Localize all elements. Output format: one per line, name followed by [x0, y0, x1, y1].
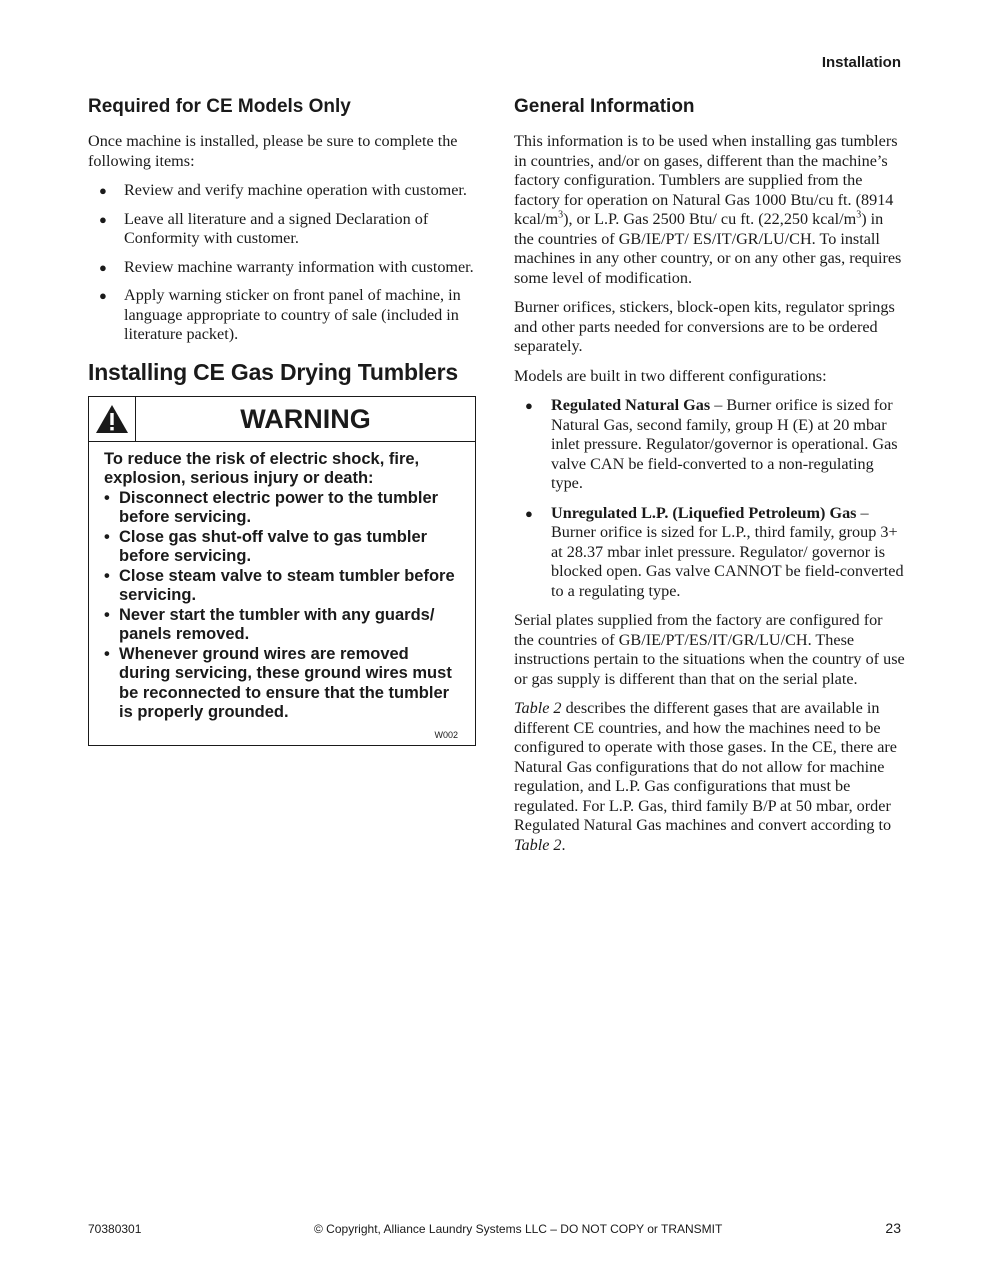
- list-item: ● Regulated Natural Gas – Burner orifice is sized for Natural Gas, second family, group H (E) at 20 mbar inlet pressure. Regulator/governor is operational. Gas valve CAN be field-converted to a non-regulating type.: [525, 396, 898, 492]
- warning-intro: To reduce the risk of electric shock, fire, explosion, serious injury or death:: [104, 449, 420, 487]
- warning-item: • Disconnect electric power to the tumbler before servicing.: [104, 488, 439, 526]
- configurations-list: [514, 396, 906, 601]
- warning-body: [89, 442, 475, 729]
- section-title: Installing CE Gas Drying Tumblers: [88, 358, 458, 385]
- warning-triangle-icon: [95, 404, 129, 434]
- bullet-icon: ●: [99, 211, 107, 227]
- list-item: ● Leave all literature and a signed Declaration of Conformity with customer.: [99, 209, 429, 247]
- bullet-icon: •: [104, 644, 110, 663]
- bullet-icon: ●: [99, 183, 107, 198]
- warning-item: • Close gas shut-off valve to gas tumbler before servicing.: [104, 527, 428, 565]
- list-item: ● Unregulated L.P. (Liquefied Petroleum) Gas – Burner orifice is sized for L.P., third family, group 3+ at 28.37 mbar inlet pressure. Regulator/ governor is blocked open. Gas valve CANNOT be field-converted to a regulating type.: [525, 503, 904, 600]
- general-info-heading: General Information: [514, 96, 695, 117]
- bullet-icon: •: [104, 566, 110, 585]
- ce-required-heading: Required for CE Models Only: [88, 96, 351, 117]
- warning-list: [104, 489, 461, 723]
- ce-required-intro: Once machine is installed, please be sure to complete the following items:: [88, 132, 458, 170]
- warning-item: • Never start the tumbler with any guards/ panels removed.: [104, 605, 435, 643]
- warning-header: [89, 397, 475, 442]
- page-number: 23: [885, 1220, 901, 1236]
- configurations-intro: Models are built in two different configurations:: [514, 366, 827, 385]
- ce-required-list: [88, 181, 476, 345]
- serial-plates-paragraph: Serial plates supplied from the factory are configured for the countries of GB/IE/PT/ES/IT/GR/LU/CH. These instructions pertain to the situations when the country of use or gas supply is different than that on the serial plate.: [514, 611, 905, 688]
- warning-box: [88, 396, 476, 746]
- list-item: ● Review machine warranty information with customer.: [99, 257, 474, 276]
- bullet-icon: •: [104, 488, 110, 507]
- right-column: [514, 96, 906, 865]
- warning-item: • Whenever ground wires are removed during servicing, these ground wires must be reconnected to ensure that the tumbler is properly grounded.: [104, 644, 452, 721]
- bullet-icon: •: [104, 527, 110, 546]
- document-number: 70380301: [88, 1222, 142, 1236]
- warning-code: W002: [434, 729, 458, 740]
- bullet-icon: •: [104, 605, 110, 624]
- parts-paragraph: Burner orifices, stickers, block-open kits, regulator springs and other parts needed for conversions are to be ordered separately.: [514, 298, 895, 355]
- bullet-icon: ●: [99, 288, 107, 303]
- warning-title: WARNING: [240, 403, 371, 434]
- left-column: [88, 96, 476, 746]
- bullet-icon: ●: [525, 398, 533, 413]
- warning-item: • Close steam valve to steam tumbler before servicing.: [104, 566, 455, 604]
- list-item: ● Apply warning sticker on front panel of machine, in language appropriate to country of sale (included in literature packet).: [99, 286, 461, 343]
- table-2-link[interactable]: Table 2: [514, 835, 562, 854]
- general-info-paragraph: This information is to be used when installing gas tumblers in countries, and/or on gases, different than the machine’s factory configuration. Tumblers are supplied from the factory for operation on Natural Gas 1000 Btu/cu ft. (8914 kcal/$m^3$), or L.P. Gas 2500 Btu/ cu ft. (22,250 kcal/$m^3$) in the countries of GB/IE/PT/ ES/IT/GR/LU/CH. To install machines in any other country, or on any other gas, requires some level of modification.: [514, 132, 902, 287]
- running-header: Installation: [821, 54, 901, 71]
- list-item: ● Review and verify machine operation with customer.: [99, 181, 467, 199]
- bullet-icon: ●: [525, 505, 533, 521]
- bullet-icon: ●: [99, 259, 107, 275]
- warning-icon-cell: [89, 397, 136, 441]
- table-2-link[interactable]: Table 2: [514, 699, 562, 717]
- copyright-notice: © Copyright, Alliance Laundry Systems LLC – DO NOT COPY or TRANSMIT: [314, 1222, 723, 1236]
- table-reference-paragraph: Table 2 describes the different gases that are available in different CE countries, and how the machines need to be configured to operate with those gases. In the CE, there are Natural Gas configurations that do not allow for machine regulation, and L.P. Gas configurations that must be regulated. For L.P. Gas, third family B/P at 50 mbar, order Regulated Natural Gas machines and convert according to Table 2.: [514, 699, 897, 854]
